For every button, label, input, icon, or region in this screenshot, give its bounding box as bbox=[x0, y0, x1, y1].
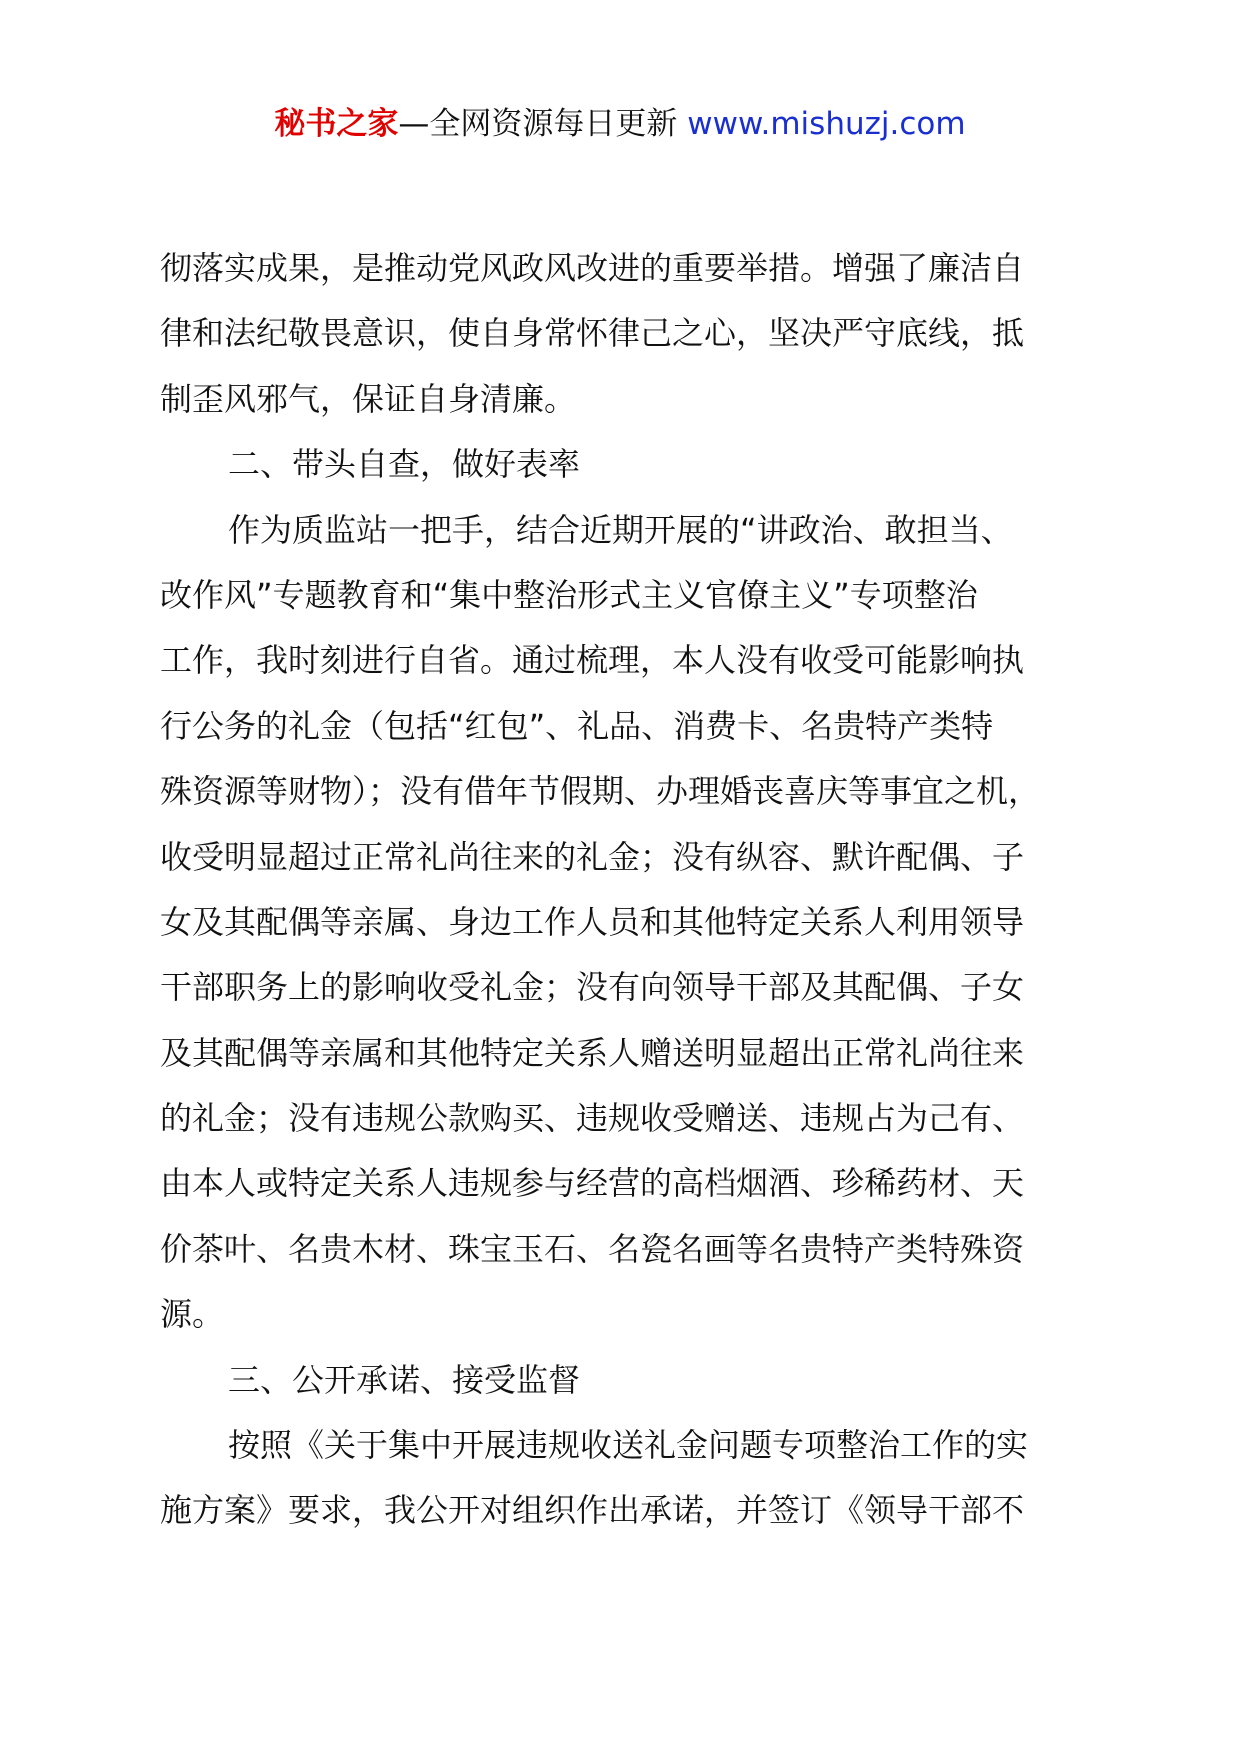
text-line: 干部职务上的影响收受礼金；没有向领导干部及其配偶、子女 bbox=[160, 968, 1025, 1007]
text-line: 行公务的礼金（包括“红包”、礼品、消费卡、名贵特产类特 bbox=[160, 706, 994, 745]
text-line: 作为质监站一把手，结合近期开展的“讲政治、敢担当、 bbox=[228, 510, 1013, 549]
text-line: 殊资源等财物）；没有借年节假期、办理婚丧喜庆等事宜之机， bbox=[160, 772, 1041, 811]
text-line: 女及其配偶等亲属、身边工作人员和其他特定关系人利用领导 bbox=[160, 902, 1025, 941]
text-line: 彻落实成果，是推动党风政风改进的重要举措。增强了廉洁自 bbox=[160, 249, 1025, 287]
section-heading: 三、公开承诺、接受监督 bbox=[228, 1360, 581, 1399]
text-line: 律和法纪敬畏意识，使自身常怀律己之心，坚决严守底线，抵 bbox=[160, 314, 1025, 353]
header-tagline: —全网资源每日更新 bbox=[398, 106, 688, 142]
text-line: 收受明显超过正常礼尚往来的礼金；没有纵容、默许配偶、子 bbox=[160, 837, 1025, 876]
text-line: 的礼金；没有违规公款购买、违规收受赠送、违规占为己有、 bbox=[160, 1099, 1025, 1138]
text-line: 及其配偶等亲属和其他特定关系人赠送明显超出正常礼尚往来 bbox=[160, 1033, 1025, 1072]
text-line: 价茶叶、名贵木材、珠宝玉石、名瓷名画等名贵特产类特殊资 bbox=[160, 1229, 1025, 1268]
header-url[interactable]: www.mishuzj.com bbox=[687, 106, 966, 142]
document-body bbox=[160, 236, 1080, 1544]
text-line: 改作风”专题教育和“集中整治形式主义官僚主义”专项整治 bbox=[160, 575, 978, 614]
page-header bbox=[0, 100, 1240, 148]
text-line: 工作，我时刻进行自省。通过梳理，本人没有收受可能影响执 bbox=[160, 641, 1025, 680]
text-line: 按照《关于集中开展违规收送礼金问题专项整治工作的实 bbox=[228, 1426, 1029, 1465]
text-line: 制歪风邪气，保证自身清廉。 bbox=[160, 379, 577, 418]
brand-name: 秘书之家 bbox=[274, 106, 399, 142]
text-line: 施方案》要求，我公开对组织作出承诺，并签订《领导干部不 bbox=[160, 1491, 1025, 1530]
section-heading: 二、带头自查，做好表率 bbox=[228, 445, 581, 484]
text-line: 由本人或特定关系人违规参与经营的高档烟酒、珍稀药材、天 bbox=[160, 1164, 1025, 1203]
text-line: 源。 bbox=[160, 1295, 225, 1334]
